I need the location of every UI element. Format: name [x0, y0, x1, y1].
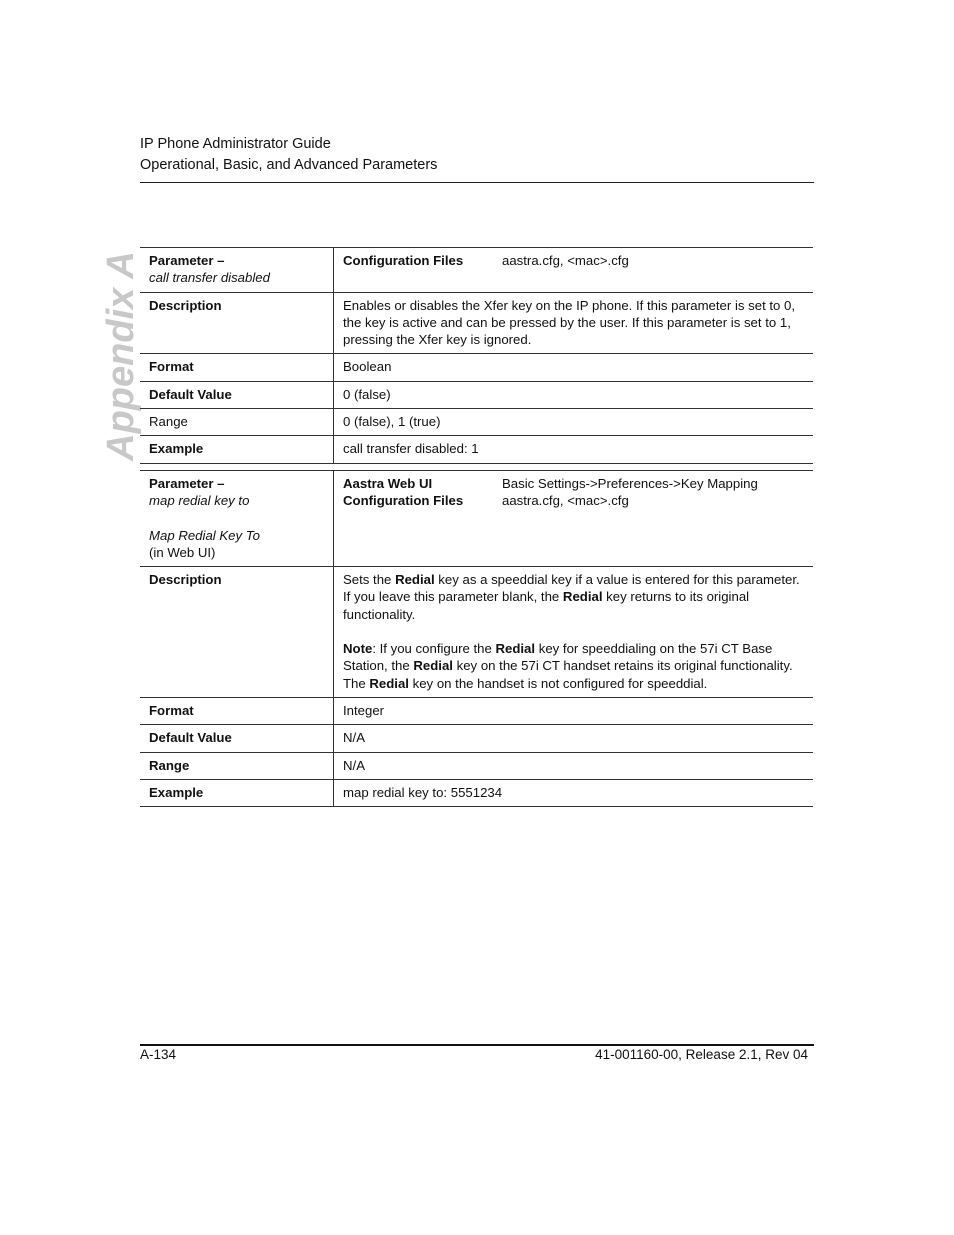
parameter-name: call transfer disabled: [149, 270, 270, 286]
table-row: [140, 752, 813, 779]
row-label: Example: [140, 436, 334, 463]
table-row: [140, 354, 813, 381]
parameter-cell: [140, 248, 334, 293]
config-files-value: aastra.cfg, <mac>.cfg: [502, 493, 629, 509]
table-row: [140, 248, 813, 293]
parameter-cell: [140, 471, 334, 567]
parameter-label: Parameter –: [149, 476, 225, 491]
row-value: Integer: [334, 697, 814, 724]
footer-rule: [140, 1044, 814, 1046]
webui-value: Basic Settings->Preferences->Key Mapping: [502, 476, 758, 491]
description-paragraph: Sets the Redial key as a speeddial key if a value is entered for this parameter. If you leave this parameter blank, the Redial key returns to its original functionality.: [343, 572, 800, 622]
page-number: A-134: [140, 1047, 177, 1062]
row-label: Default Value: [140, 381, 334, 408]
table-row: [140, 292, 813, 354]
row-label: Format: [140, 697, 334, 724]
row-value: N/A: [334, 752, 814, 779]
table-row: [140, 381, 813, 408]
note-paragraph: Note: If you configure the Redial key for speeddialing on the 57i CT Base Station, the Redial key on the 57i CT handset retains its original functionality. The Redial key on the handset is not configured for speeddial.: [343, 641, 793, 691]
parameter-table-map-redial-key-to: [140, 470, 813, 807]
document-id: 41-001160-00, Release 2.1, Rev 04: [595, 1047, 808, 1062]
table-row: [140, 436, 813, 463]
row-value: call transfer disabled: 1: [334, 436, 814, 463]
header-subtitle: Operational, Basic, and Advanced Parameters: [140, 157, 438, 173]
row-value: Enables or disables the Xfer key on the IP phone. If this parameter is set to 0, the key is active and can be pressed by the user. If this parameter is set to 1, pressing the Xfer key is ignored.: [334, 292, 814, 354]
webui-label: Aastra Web UI: [343, 476, 433, 491]
row-label: Format: [140, 354, 334, 381]
row-label: Description: [140, 567, 334, 698]
row-value: N/A: [334, 725, 814, 752]
parameter-label: Parameter –: [149, 253, 225, 268]
config-files-label: Configuration Files: [343, 493, 464, 509]
row-value: 0 (false): [334, 381, 814, 408]
table-row: [140, 725, 813, 752]
config-cell: [334, 471, 814, 567]
row-label: Example: [140, 779, 334, 806]
table-row: [140, 697, 813, 724]
config-files-label: Configuration Files: [343, 253, 464, 268]
row-label: Range: [140, 752, 334, 779]
webui-suffix: (in Web UI): [149, 544, 216, 560]
table-row: [140, 471, 813, 567]
parameter-table-call-transfer-disabled: [140, 247, 813, 464]
header-title: IP Phone Administrator Guide: [140, 136, 331, 152]
row-value: Boolean: [334, 354, 814, 381]
config-cell: [334, 248, 814, 293]
config-files-value: aastra.cfg, <mac>.cfg: [502, 253, 629, 268]
row-label: Default Value: [140, 725, 334, 752]
table-row: [140, 779, 813, 806]
webui-name: Map Redial Key To: [149, 527, 260, 543]
table-row: [140, 567, 813, 698]
row-value: map redial key to: 5551234: [334, 779, 814, 806]
appendix-side-tab: Appendix A: [100, 251, 142, 461]
row-label: Range: [140, 409, 334, 436]
row-label: Description: [140, 292, 334, 354]
row-value: 0 (false), 1 (true): [334, 409, 814, 436]
table-row: [140, 409, 813, 436]
parameter-name: map redial key to: [149, 493, 250, 509]
row-value: [334, 567, 814, 698]
header-rule: [140, 182, 814, 183]
